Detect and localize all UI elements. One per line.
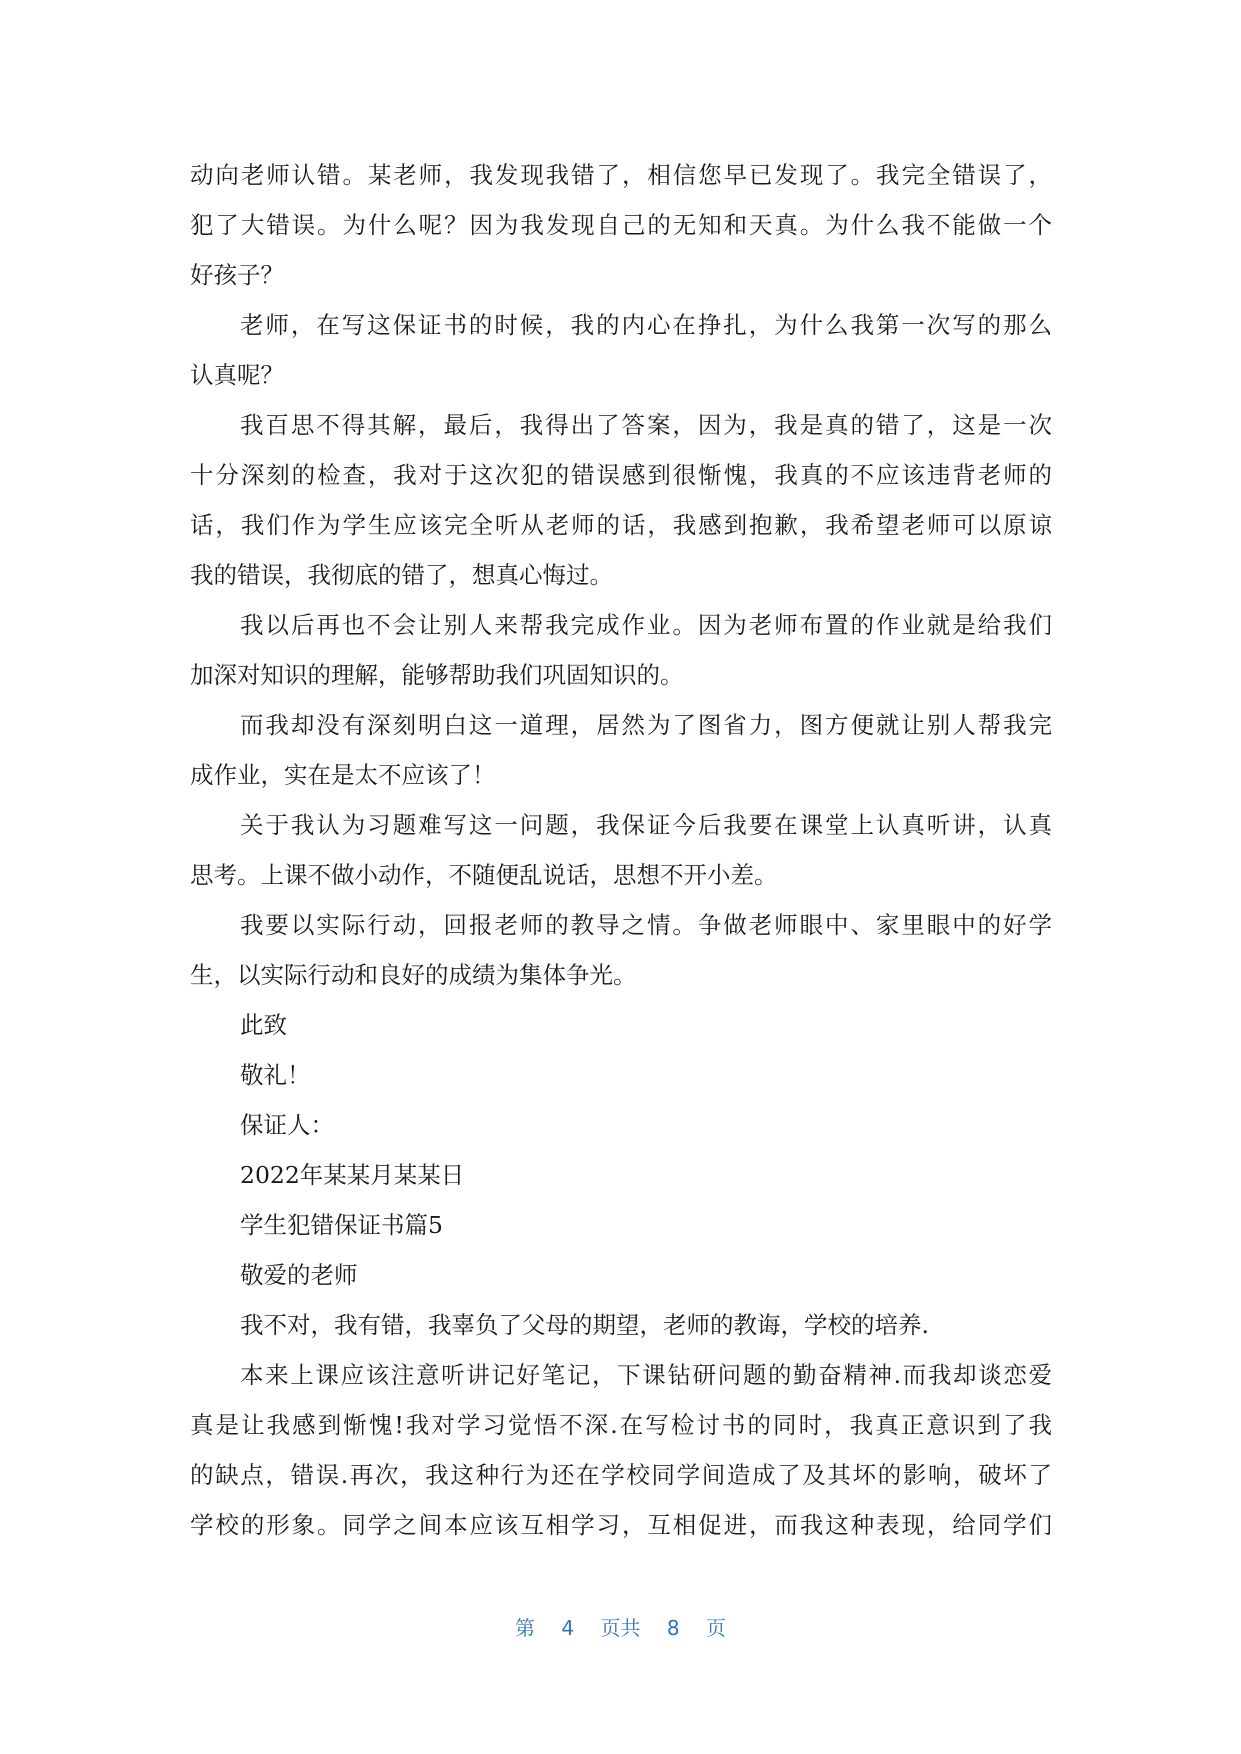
text-line: 动向老师认错。某老师，我发现我错了，相信您早已发现了。我完全错误了， — [190, 161, 1052, 189]
text-line: 而我却没有深刻明白这一道理，居然为了图省力，图方便就让别人帮我完 — [240, 711, 1052, 739]
text-line: 十分深刻的检查，我对于这次犯的错误感到很惭愧，我真的不应该违背老师的 — [190, 461, 1052, 489]
text-line: 关于我认为习题难写这一问题，我保证今后我要在课堂上认真听讲，认真 — [240, 811, 1052, 839]
signatory-label: 保证人： — [240, 1111, 334, 1139]
text-line: 我以后再也不会让别人来帮我完成作业。因为老师布置的作业就是给我们 — [240, 611, 1052, 639]
text-line: 我要以实际行动，回报老师的教导之情。争做老师眼中、家里眼中的好学 — [240, 911, 1052, 939]
text-line: 生，以实际行动和良好的成绩为集体争光。 — [190, 961, 637, 989]
text-line: 话，我们作为学生应该完全听从老师的话，我感到抱歉，我希望老师可以原谅 — [190, 511, 1052, 539]
text-line: 认真呢？ — [190, 361, 284, 389]
greeting: 敬爱的老师 — [240, 1261, 358, 1289]
text-line: 好孩子？ — [190, 261, 284, 289]
closing-regards: 敬礼！ — [240, 1061, 311, 1089]
text-line: 我的错误，我彻底的错了，想真心悔过。 — [190, 561, 613, 589]
date-line: 2022年某某月某某日 — [240, 1161, 465, 1189]
closing-salutation: 此致 — [240, 1011, 287, 1039]
text-line: 加深对知识的理解，能够帮助我们巩固知识的。 — [190, 661, 684, 689]
footer-middle: 页共 — [600, 1616, 641, 1640]
section-title: 学生犯错保证书篇5 — [240, 1211, 443, 1239]
page-footer — [0, 1612, 1241, 1641]
document-body — [190, 150, 1052, 1550]
text-line: 我不对，我有错，我辜负了父母的期望，老师的教诲，学校的培养. — [240, 1311, 929, 1339]
text-line: 我百思不得其解，最后，我得出了答案，因为，我是真的错了，这是一次 — [240, 411, 1052, 439]
text-line: 学校的形象。同学之间本应该互相学习，互相促进，而我这种表现，给同学们 — [190, 1511, 1052, 1539]
text-line: 犯了大错误。为什么呢？因为我发现自己的无知和天真。为什么我不能做一个 — [190, 211, 1052, 239]
text-line: 本来上课应该注意听讲记好笔记，下课钻研问题的勤奋精神.而我却谈恋爱 — [240, 1361, 1052, 1389]
footer-page-number: 4 — [561, 1616, 575, 1640]
text-line: 成作业，实在是太不应该了！ — [190, 761, 496, 789]
footer-suffix: 页 — [705, 1616, 726, 1640]
text-line: 真是让我感到惭愧!我对学习觉悟不深.在写检讨书的同时，我真正意识到了我 — [190, 1411, 1052, 1439]
text-line: 的缺点，错误.再次，我这种行为还在学校同学间造成了及其坏的影响，破坏了 — [190, 1461, 1052, 1489]
text-line: 思考。上课不做小动作，不随便乱说话，思想不开小差。 — [190, 861, 778, 889]
footer-total-pages: 8 — [666, 1616, 680, 1640]
footer-prefix: 第 — [515, 1616, 536, 1640]
text-line: 老师，在写这保证书的时候，我的内心在挣扎，为什么我第一次写的那么 — [240, 311, 1052, 339]
